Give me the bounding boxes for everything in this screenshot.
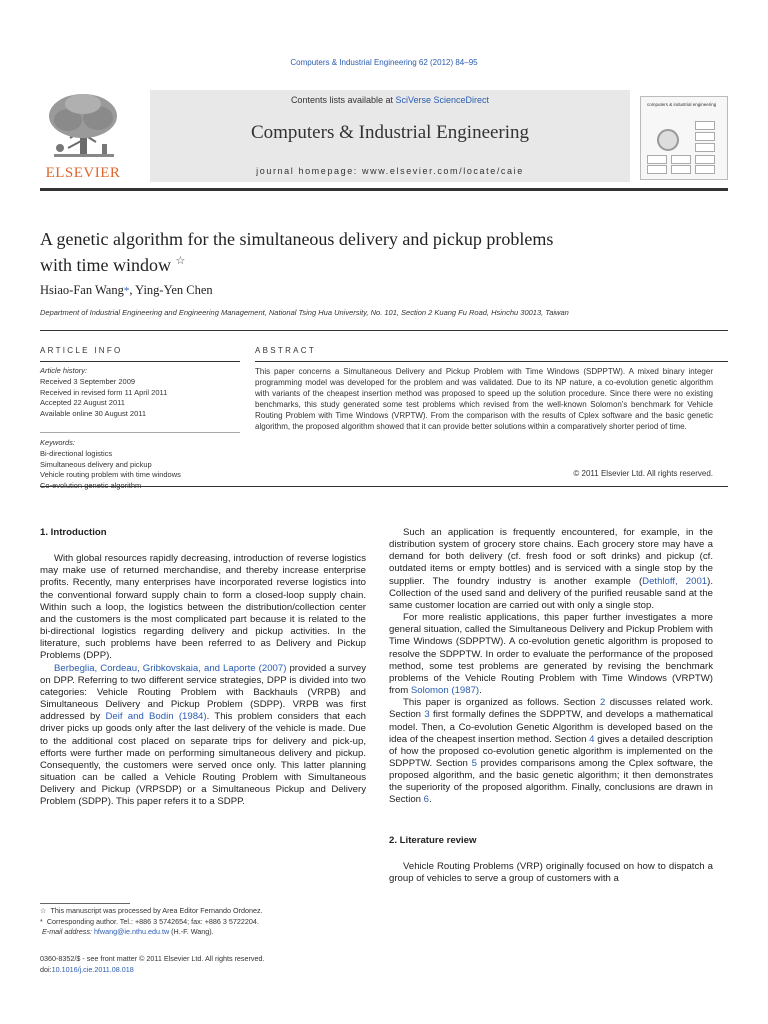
paragraph-text: .	[479, 685, 482, 697]
citation-link[interactable]: Dethloff, 2001	[642, 575, 708, 587]
authors	[40, 283, 213, 298]
citation-link[interactable]: Solomon (1987)	[410, 685, 480, 697]
paragraph-text: provided a survey on DPP. Referring to two different service strategies, DPP is divided into two categories: Vehicle Routing Problem with Backhauls (VRPB) and Simultaneous Delivery and Pickup Problem (SDPP). VRPB was first addressed by	[40, 662, 367, 723]
paragraph	[40, 663, 366, 809]
cover-box	[695, 165, 715, 174]
paragraph-text: For more realistic applications, this paper further investigates a more general situation, called the Simultaneous Delivery and Pickup Problem with Time Windows (SDPPTW). A co-evolution genetic algorithm is proposed to resolve the SDPPTW. In order to evaluate the performance of the proposed method, some test problems are generated by revising the benchmark problems of the Vehicle Routing Problem with Time Windows (VRPTW) from	[389, 612, 713, 697]
journal-banner	[40, 90, 728, 182]
paragraph-text: provides comparisons among the Cplex software, the proposed algorithm, and the basic genetic algorithm; it then demonstrates the superiority of the proposed algorithm. Finally, conclusions are drawn in Section	[389, 757, 713, 806]
paragraph-text: Such an application is frequently encountered, for example, in the distribution system of grocery store chains. Each grocery store may have a demand for both delivery (cf. fresh food or soft drinks) and pickup (cf. outdated items or empty bottles) and is serviced with a single stop by the supplier. The foundry industry is another example (	[389, 527, 713, 587]
publication-meta	[40, 954, 265, 975]
paragraph	[389, 527, 713, 612]
email-label: E-mail address:	[42, 927, 94, 937]
body-column-left	[40, 527, 366, 808]
author-separator: ,	[129, 283, 136, 297]
abstract-rule	[255, 361, 728, 362]
section-link[interactable]: 3	[424, 709, 430, 721]
keywords-rule	[40, 432, 240, 433]
contents-line	[150, 95, 630, 105]
history-label: Article history:	[40, 366, 88, 375]
sciencedirect-link[interactable]: SciVerse ScienceDirect	[395, 95, 490, 105]
journal-cover-thumbnail	[640, 96, 728, 180]
title-line-2	[40, 250, 680, 276]
journal-citation[interactable]: Computers & Industrial Engineering 62 (2012) 84–95	[290, 58, 478, 67]
cover-box	[695, 155, 715, 164]
paragraph-text: This paper is organized as follows. Section	[403, 697, 600, 709]
article-info-heading: ARTICLE INFO	[40, 346, 123, 355]
doi-label: doi:	[40, 964, 52, 974]
journal-name: Computers & Industrial Engineering	[250, 122, 530, 143]
footnote-mark: ☆	[40, 906, 47, 915]
keyword-item: Co-evolution genetic algorithm	[40, 481, 142, 491]
article-history	[40, 366, 220, 420]
affiliation: Department of Industrial Engineering and Engineering Management, National Tsing Hua University, No. 101, Section 2 Kuang Fu Road, Hsinchu 30013, Taiwan	[40, 308, 569, 317]
email-link[interactable]: hfwang@ie.nthu.edu.tw	[93, 927, 170, 937]
title-line-1: A genetic algorithm for the simultaneous delivery and pickup problems	[40, 229, 554, 249]
history-item: Accepted 22 August 2011	[40, 398, 125, 408]
paragraph-text: discusses related work. Section	[389, 697, 714, 721]
issn-line: 0360-8352/$ - see front matter © 2011 Elsevier Ltd. All rights reserved.	[40, 954, 265, 963]
keyword-item: Simultaneous delivery and pickup	[40, 459, 152, 469]
abstract-bottom-rule	[40, 486, 728, 487]
cover-title: computers & industrial engineering	[647, 102, 717, 107]
citation-link[interactable]: Deif and Bodin (1984)	[105, 711, 207, 723]
section-2-heading: 2. Literature review	[389, 834, 477, 846]
article-title	[40, 228, 680, 276]
article-info-rule	[40, 361, 240, 362]
history-item: Received in revised form 11 April 2011	[40, 387, 168, 397]
citation-link[interactable]: Berbeglia, Cordeau, Gribkovskaia, and Laporte (2007)	[54, 662, 287, 674]
cover-box	[647, 165, 667, 174]
elsevier-logo	[40, 90, 126, 182]
history-item: Received 3 September 2009	[40, 376, 136, 386]
elsevier-tree-icon	[40, 90, 126, 164]
section-1-heading: 1. Introduction	[40, 527, 107, 538]
header-rule	[40, 188, 728, 191]
cover-box	[671, 165, 691, 174]
paragraph-text: gives a detailed description of how the proposed co-evolution genetic algorithm is implemented on the SDPPTW. Section	[389, 733, 714, 769]
section-link[interactable]: 2	[599, 697, 606, 709]
section-link[interactable]: 5	[471, 757, 477, 769]
cover-box	[695, 143, 715, 152]
title-rule	[40, 330, 728, 331]
author-2: Ying-Yen Chen	[135, 283, 213, 297]
abstract-text: This paper concerns a Simultaneous Delivery and Pickup Problem with Time Windows (SDPPTW). A mixed binary integer programming model was developed for the problem and was validated. Due to its NP nature, a co-evolution genetic algorithm with variants of the cheapest insertion method was proposed to speed up the solution procedure. Since there were no existing benchmarks, this study generated some test problems which revised from the well-known Solomon's benchmark for Vehicle Routing Problem with Time Windows (VRPTW). From the comparison with the results of Cplex software and the basic genetic algorithm, the proposed algorithm showed that it can provide better solutions within a comparatively shorter period of time.	[255, 367, 713, 431]
body-column-right	[389, 527, 713, 885]
keywords-label: Keywords:	[40, 438, 76, 447]
paragraph: With global resources rapidly decreasing, introduction of reverse logistics may make use of returned merchandise, and thereby increase enterprise profits. Recently, many enterprises have incorporated reverse logistics into the conventional forward supply chain to form a closed-loop supply chain. Within such a loop, the logistics between the distribution/collection center and the customers is the most complicated part because it is related to the bi-directional logistics regarding delivery and pickup activities. In the literature, such problems have been referred to as Delivery and Pickup Problems (DPP).	[40, 553, 366, 662]
cover-box	[695, 132, 715, 141]
cover-box	[671, 155, 691, 164]
doi-link[interactable]: 10.1016/j.cie.2011.08.018	[51, 964, 134, 974]
publisher-name: ELSEVIER	[45, 165, 121, 181]
paragraph	[389, 697, 713, 806]
history-item: Available online 30 August 2011	[40, 409, 147, 419]
journal-homepage[interactable]: journal homepage: www.elsevier.com/locate/caie	[256, 166, 524, 176]
cover-graphic	[647, 121, 721, 173]
cover-box	[647, 155, 667, 164]
doi-line	[40, 965, 265, 976]
keyword-item: Bi-directional logistics	[40, 448, 113, 458]
title-line-2-text: with time window	[40, 255, 171, 275]
abstract-copyright: © 2011 Elsevier Ltd. All rights reserved.	[573, 469, 713, 478]
contents-prefix: Contents lists available at	[290, 95, 396, 105]
paragraph-text: first formally defines the SDPPTW, and develops a mathematical model. Then, a Co-evolution Genetic Algorithm is developed based on the idea of the cheapest insertion method. Section	[389, 709, 713, 745]
abstract-heading: ABSTRACT	[255, 346, 317, 355]
keyword-item: Vehicle routing problem with time windows	[40, 470, 181, 480]
footnote-text: Corresponding author. Tel.: +886 3 5742654; fax: +886 3 5722204.	[46, 916, 259, 926]
footnote-mark: *	[40, 916, 43, 926]
footnote-corresponding	[40, 917, 360, 928]
corresponding-author-mark[interactable]: *	[123, 285, 130, 297]
keywords	[40, 438, 220, 492]
cover-disc-icon	[657, 129, 679, 151]
footnote-email	[40, 927, 360, 938]
paragraph	[389, 612, 713, 697]
paragraph-text: . This problem considers that each driver picks up goods only after the last delivery of the vehicle is made. Due to the additional cost placed on separate trips for delivery and pick-up, efforts were further made on performing simultaneous delivery and pickup. Consequently, the customers were served once only. This latter planning situation can be called a Vehicle Routing Problem with Simultaneous Delivery and Pickup (VRPSDP) or a Simultaneous Pickup and Delivery Problem (SDPP). This paper refers it to a SDPP.	[40, 711, 367, 808]
footnote-rule	[40, 903, 130, 904]
email-suffix: (H.-F. Wang).	[169, 927, 214, 937]
title-footnote-mark[interactable]: ☆	[175, 255, 186, 267]
cover-box	[695, 121, 715, 130]
footnote-text: This manuscript was processed by Area Editor Fernando Ordonez.	[50, 906, 263, 915]
journal-banner-center	[150, 90, 630, 182]
author-1: Hsiao-Fan Wang	[40, 283, 124, 297]
paragraph-text: .	[429, 794, 432, 806]
section-link[interactable]: 4	[589, 733, 595, 745]
section-link[interactable]: 6	[423, 794, 430, 806]
footnote-processed	[40, 906, 360, 917]
footnotes	[40, 906, 360, 938]
paragraph-text: ). Collection of the used sand and delivery of the purified reusable sand at the same customer location are carried out with only a single stop.	[389, 575, 713, 611]
paragraph: Vehicle Routing Problems (VRP) originally focused on how to dispatch a group of vehicles to serve a group of customers with a	[389, 860, 713, 884]
